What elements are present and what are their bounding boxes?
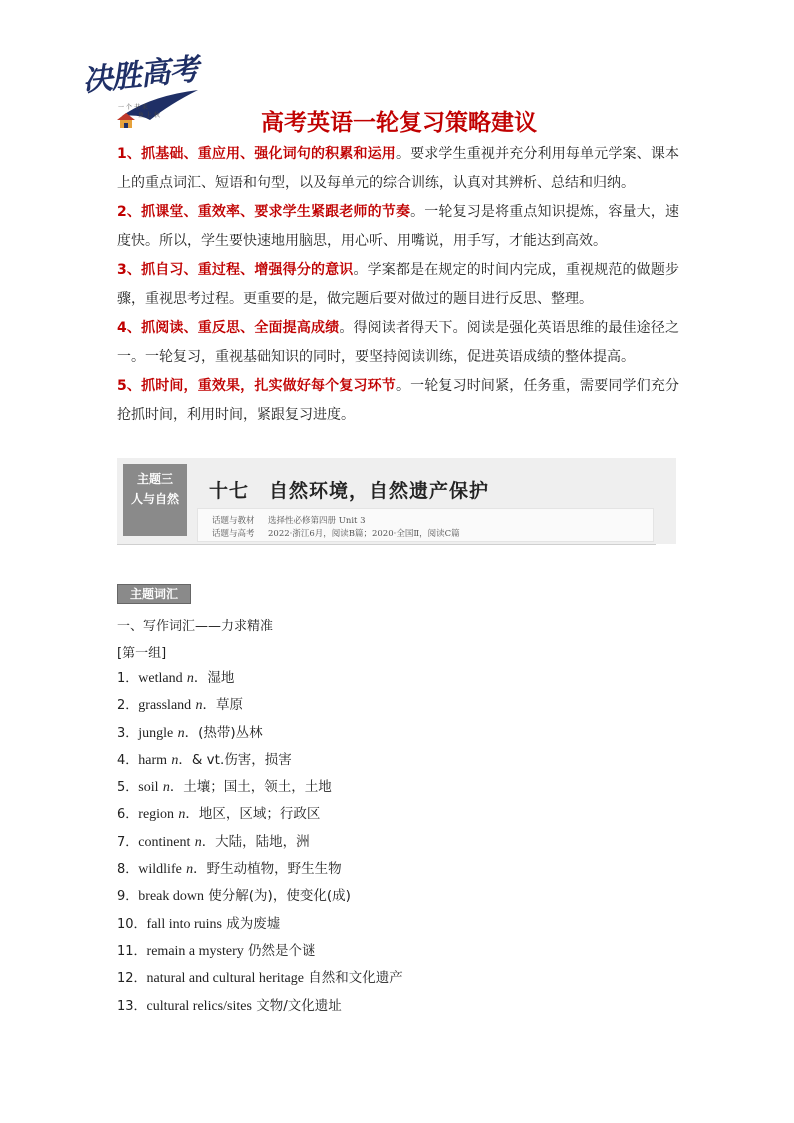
section-tag: 主题词汇 xyxy=(117,584,191,604)
vocab-number: 8． xyxy=(117,862,139,878)
strategy-item xyxy=(117,198,679,256)
logo-subtext-2: 鱼 上 秋 xyxy=(138,112,160,119)
logo-subtext: 一 个 书 来 xyxy=(118,104,148,111)
strategy-highlight: 抓阅读、重反思、全面提高成绩 xyxy=(141,320,340,336)
vocab-item xyxy=(117,666,403,693)
vocab-pos: n xyxy=(162,780,170,796)
topic-info-value: 2022·浙江6月，阅读B篇；2020·全国Ⅱ，阅读C篇 xyxy=(268,529,460,539)
strategy-number: 4、 xyxy=(117,320,142,336)
strategy-highlight: 抓时间，重效果，扎实做好每个复习环节 xyxy=(141,378,396,394)
vocab-item xyxy=(117,721,403,748)
topic-info xyxy=(197,508,654,542)
vocab-item xyxy=(117,693,403,720)
vocab-meaning: 成为废墟 xyxy=(226,915,281,932)
vocab-pos: n xyxy=(194,834,202,850)
vocab-item xyxy=(117,830,403,857)
strategy-number: 2、 xyxy=(117,204,142,220)
vocab-number: 13． xyxy=(117,998,147,1014)
vocab-meaning: 仍然是个谜 xyxy=(248,942,316,959)
strategy-text: 。得阅读者得天下。阅读是强化英语思维的最佳途径之一。一轮复习，重视基础知识的同时，要坚持阅读训练，促进英语成绩的整体提高。 xyxy=(117,320,679,365)
vocab-word: cultural relics/sites xyxy=(146,998,252,1014)
vocab-item xyxy=(117,966,403,993)
vocab-number: 4． xyxy=(117,752,139,768)
group-label: [第一组] xyxy=(117,646,167,661)
vocab-pos: n xyxy=(177,725,185,741)
vocab-word: remain a mystery xyxy=(146,943,244,959)
strategy-text: 。一轮复习时间紧，任务重，需要同学们充分抢抓时间，利用时间，紧跟复习进度。 xyxy=(117,378,679,423)
strategy-item xyxy=(117,256,679,314)
vocab-meaning: 文物/文化遗址 xyxy=(256,997,342,1014)
strategy-item xyxy=(117,372,679,430)
vocab-meaning: 使分解(为)，使变化(成) xyxy=(208,888,351,905)
vocab-meaning: ．土壤；国土，领土，土地 xyxy=(169,779,332,796)
strategy-number: 5、 xyxy=(117,378,142,394)
topic-title: 十七 自然环境，自然遗产保护 xyxy=(209,480,490,502)
vocab-word: harm xyxy=(138,752,168,768)
vocab-number: 10． xyxy=(117,916,147,932)
vocab-meaning: ．地区，区域；行政区 xyxy=(185,806,321,823)
strategy-text: 。学案都是在规定的时间内完成，重视规范的做题步骤，重视思考过程。更重要的是，做完题后要对做过的题目进行反思、整理。 xyxy=(117,262,679,307)
strategy-item xyxy=(117,140,679,198)
strategy-number: 3、 xyxy=(117,262,142,278)
strategy-text: 。要求学生重视并充分利用每单元学案、课本上的重点词汇、短语和句型，以及每单元的综合训练，认真对其辨析、总结和归纳。 xyxy=(117,146,679,191)
strategy-highlight: 抓基础、重应用、强化词句的积累和运用 xyxy=(141,146,396,162)
strategy-number: 1、 xyxy=(117,146,142,162)
vocab-number: 7． xyxy=(117,834,139,850)
vocab-word: soil xyxy=(138,780,159,796)
vocab-number: 9． xyxy=(117,889,139,905)
vocab-list xyxy=(117,666,403,1021)
topic-info-value: 选择性必修第四册 Unit 3 xyxy=(268,516,366,526)
strategy-highlight: 抓课堂、重效率、要求学生紧跟老师的节奏 xyxy=(141,204,411,220)
strategy-highlight: 抓自习、重过程、增强得分的意识 xyxy=(141,262,354,278)
vocab-pos: n xyxy=(186,862,194,878)
vocab-meaning: ．(热带)丛林 xyxy=(184,724,263,741)
vocab-item xyxy=(117,884,403,911)
vocab-word: wetland xyxy=(138,671,183,686)
topic-tag xyxy=(123,464,187,536)
vocab-item xyxy=(117,939,403,966)
vocab-word: break down xyxy=(138,889,204,905)
topic-tag-line1: 主题三 xyxy=(136,472,173,486)
vocab-item xyxy=(117,912,403,939)
strategy-item xyxy=(117,314,679,372)
vocab-word: fall into ruins xyxy=(146,916,222,932)
vocab-pos: n xyxy=(186,671,194,686)
vocab-word: grassland xyxy=(138,698,192,714)
vocab-pos: n xyxy=(178,807,186,823)
vocab-meaning: ．& vt.伤害，损害 xyxy=(178,751,292,768)
vocab-item xyxy=(117,775,403,802)
vocab-number: 3． xyxy=(117,725,139,741)
strategy-list xyxy=(117,140,679,430)
logo-text: 决胜高考 xyxy=(80,52,200,99)
vocab-word: continent xyxy=(138,834,191,850)
topic-info-row xyxy=(212,514,366,526)
topic-info-row xyxy=(212,527,460,539)
vocab-item xyxy=(117,857,403,884)
vocab-meaning: ．野生动植物，野生生物 xyxy=(193,861,342,878)
vocab-meaning: ．湿地 xyxy=(193,670,235,686)
topic-tag-line2: 人与自然 xyxy=(130,492,179,506)
vocab-item xyxy=(117,994,403,1021)
vocab-meaning: ．草原 xyxy=(202,697,243,714)
vocab-meaning: 自然和文化遗产 xyxy=(308,970,403,987)
vocab-number: 12． xyxy=(117,971,147,987)
vocab-number: 6． xyxy=(117,807,139,823)
page-title: 高考英语一轮复习策略建议 xyxy=(261,110,537,136)
vocab-number: 5． xyxy=(117,780,139,796)
topic-info-key: 话题与教材 xyxy=(212,516,255,526)
vocab-number: 1． xyxy=(117,671,139,686)
vocab-item xyxy=(117,748,403,775)
vocab-word: wildlife xyxy=(138,862,182,878)
vocab-word: jungle xyxy=(138,725,174,741)
vocab-word: natural and cultural heritage xyxy=(146,971,304,987)
vocab-meaning: ．大陆，陆地，洲 xyxy=(201,833,310,850)
vocab-pos: n xyxy=(195,698,203,714)
vocab-item xyxy=(117,802,403,829)
vocab-number: 11． xyxy=(117,943,147,959)
vocab-number: 2． xyxy=(117,698,139,714)
topic-info-key: 话题与高考 xyxy=(212,529,255,539)
vocab-word: region xyxy=(138,807,175,823)
vocab-pos: n xyxy=(171,752,179,768)
sub-heading: 一、写作词汇——力求精准 xyxy=(117,619,274,634)
strategy-text: 。一轮复习是将重点知识提炼，容量大，速度快。所以，学生要快速地用脑思，用心听、用嘴说，用手写，才能达到高效。 xyxy=(117,204,679,249)
banner-divider xyxy=(117,544,656,545)
topic-banner xyxy=(117,458,676,544)
